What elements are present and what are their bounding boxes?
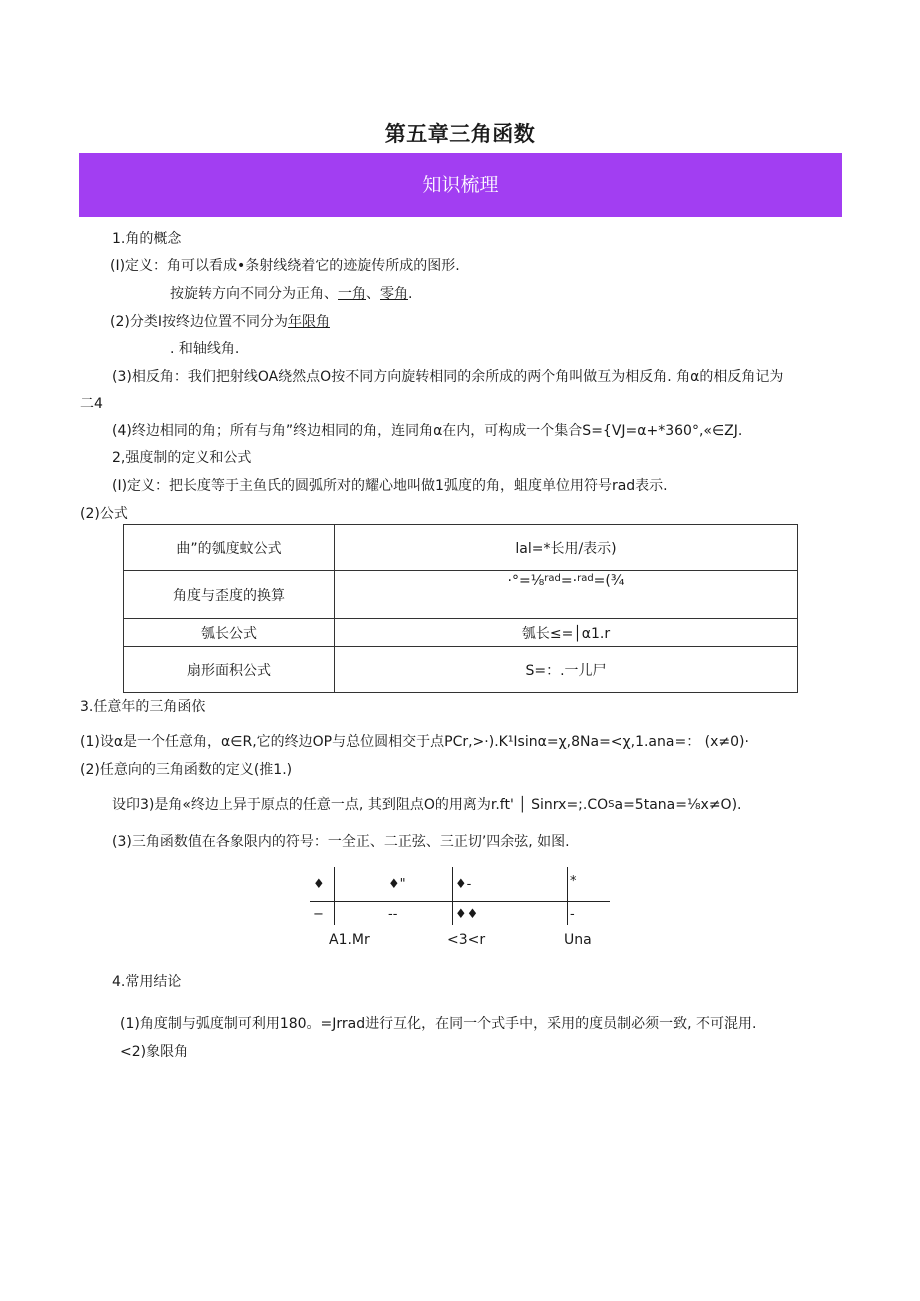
table-cell-label: 扇形面积公式 xyxy=(124,647,335,693)
quadrant-angle-term: 年限角 xyxy=(287,314,330,330)
zero-angle-term: 零角 xyxy=(380,286,408,302)
separator-text: 、 xyxy=(366,286,380,302)
heading-formulas: (2)公式 xyxy=(80,506,128,522)
negative-angle-term: 一角 xyxy=(338,286,366,302)
table-row xyxy=(124,571,798,619)
quadrant-signs-line: (3)三角函数值在各象限内的符号：一全正、二正弦、三正切’四余弦, 如图. xyxy=(112,834,570,850)
section-banner: 知识梳理 xyxy=(79,153,842,217)
conversion-part-c: =(¾ xyxy=(593,573,625,589)
table-cell-label: 曲”的瓠度蚊公式 xyxy=(124,525,335,571)
general-definition-line xyxy=(112,796,741,814)
diagram-horizontal-line xyxy=(310,901,610,902)
rotation-classification xyxy=(170,285,412,303)
sign-mark: − xyxy=(313,907,324,922)
heading-radian: 2,强度制的定义和公式 xyxy=(112,450,252,466)
conversion-unit-2: rad xyxy=(577,573,594,584)
table-cell-value xyxy=(335,571,798,619)
heading-common-conclusions: 4.常用结论 xyxy=(112,974,182,990)
conversion-part-b: =· xyxy=(560,573,578,589)
quadrant-angle-heading: <2)象限角 xyxy=(120,1044,189,1060)
rotation-text: 按旋转方向不同分为正角、 xyxy=(170,286,338,302)
table-cell-value: lal=*长用/表示) xyxy=(335,525,798,571)
conversion-unit-1: rad xyxy=(544,573,561,584)
heading-angle-concept: 1.角的概念 xyxy=(112,231,182,247)
opposite-angle-line: (3)相反角：我们把射线OA绕然点O按不同方向旋转相同的余所成的两个角叫做互为相反角. 角α的相反角记为 xyxy=(112,369,784,385)
general-definition-end: a=5tana=⅛x≠O). xyxy=(614,797,742,813)
classification-text: (2)分类I按终边位置不同分为 xyxy=(110,314,288,330)
table-row xyxy=(124,525,798,571)
sign-mark: * xyxy=(570,874,577,889)
table-row xyxy=(124,647,798,693)
diagram-vertical-line-3 xyxy=(567,867,568,925)
definition-radian: (I)定义：把长度等于主鱼氏的圆弧所对的耀心地叫做1弧度的角，蛆度单位用符号rad表示. xyxy=(112,478,668,494)
sign-mark: -- xyxy=(388,907,398,922)
sign-mark: ♦♦ xyxy=(455,907,479,922)
formula-table xyxy=(123,524,798,693)
general-definition-heading: (2)任意向的三角函数的定义(推1.) xyxy=(80,762,293,778)
cos-subscript: S xyxy=(608,799,615,810)
diagram-label-cos: <3<r xyxy=(447,932,486,948)
heading-trig-functions: 3.任意年的三角函依 xyxy=(80,699,206,715)
general-definition-text: 设印3)是角«终边上异于原点的任意一点, 其到阻点O的用离为r.ft' │ Sinrx=;.CO xyxy=(112,797,609,813)
coterminal-angle-line: (4)终边相同的角；所有与角”终边相同的角，连同角α在内，可构成一个集合S={VJ=α+*360°,«∈ZJ. xyxy=(112,423,743,439)
diagram-label-sin: A1.Mr xyxy=(329,932,370,948)
diagram-vertical-line-1 xyxy=(334,867,335,925)
classification-line xyxy=(110,313,330,331)
period-text: . xyxy=(408,286,413,302)
conversion-note: (1)角度制与弧度制可利用180。=Jrrad进行互化，在同一个式手中，采用的度员制必须一致, 不可混用. xyxy=(120,1016,757,1032)
table-cell-label: 角度与歪度的换算 xyxy=(124,571,335,619)
opposite-angle-continued: 二4 xyxy=(80,396,103,412)
sign-mark: - xyxy=(570,907,575,922)
diagram-vertical-line-2 xyxy=(452,867,453,925)
axis-angle-line: . 和轴线角. xyxy=(170,341,240,357)
diagram-label-tan: Una xyxy=(564,932,592,948)
table-cell-label: 瓠长公式 xyxy=(124,619,335,647)
table-row xyxy=(124,619,798,647)
sign-mark: ♦- xyxy=(455,877,472,892)
page-title: 第五章三角函数 xyxy=(384,122,536,146)
table-cell-value: S=：.一儿尸 xyxy=(335,647,798,693)
sign-mark: ♦ xyxy=(313,877,325,892)
unit-circle-definition: (1)设α是一个任意角，α∈R,它的终边OP与总位圆相交于点PCr,>·).K¹Isinα=χ,8Na=<χ,1.ana=： (x≠0)· xyxy=(80,734,749,750)
conversion-part-a: ·°=⅛ xyxy=(507,573,545,589)
definition-angle: (I)定义：角可以看成•条射线绕着它的迹旋传所成的图形. xyxy=(110,258,460,274)
table-cell-value: 瓠长≤=│α1.r xyxy=(335,619,798,647)
sign-mark: ♦" xyxy=(388,877,406,892)
